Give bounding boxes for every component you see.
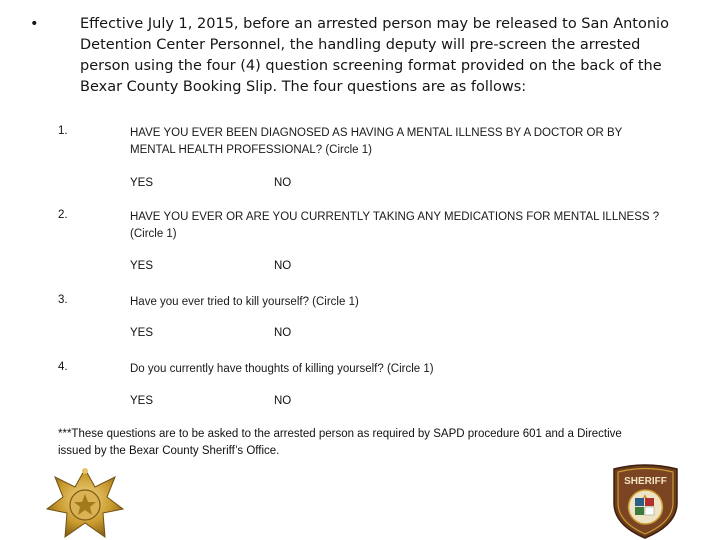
question-3-number: 3. (58, 294, 68, 306)
bullet: • (30, 16, 39, 32)
question-1-number: 1. (58, 125, 68, 137)
question-2-text: HAVE YOU EVER OR ARE YOU CURRENTLY TAKING ANY MEDICATIONS FOR MENTAL ILLNESS ? (Circle 1) (130, 211, 660, 240)
gold-star-badge-icon (45, 465, 125, 540)
question-2-number: 2. (58, 209, 68, 221)
question-3-text: Have you ever tried to kill yourself? (Circle 1) (130, 296, 359, 308)
question-1-yes[interactable]: YES (130, 177, 154, 189)
question-2-no[interactable]: NO (274, 260, 292, 272)
question-1-text: HAVE YOU EVER BEEN DIAGNOSED AS HAVING A MENTAL ILLNESS BY A DOCTOR OR BY MENTAL HEALTH PROFESSIONAL? (Circle 1) (130, 127, 623, 156)
question-3-no[interactable]: NO (274, 327, 292, 339)
sheriff-shield-icon (608, 463, 683, 540)
sheriff-label: SHERIFF (624, 476, 667, 487)
question-2-yes[interactable]: YES (130, 260, 154, 272)
question-4-text: Do you currently have thoughts of killing yourself? (Circle 1) (130, 363, 434, 375)
question-4-number: 4. (58, 361, 68, 373)
question-1-no[interactable]: NO (274, 177, 292, 189)
question-3-yes[interactable]: YES (130, 327, 154, 339)
question-4-yes[interactable]: YES (130, 395, 154, 407)
footnote: ***These questions are to be asked to the arrested person as required by SAPD procedure 601 and a Directive issued by the Bexar County Sheriff’s Office. (58, 428, 622, 457)
question-4-no[interactable]: NO (274, 395, 292, 407)
intro-text: Effective July 1, 2015, before an arrested person may be released to San Antonio Detention Center Personnel, the handling deputy will pre-screen the arrested person using the four (4) question screening format provided on the back of the Bexar County Booking Slip. The four questions are as follows: (80, 16, 669, 95)
intro-paragraph (30, 14, 690, 98)
